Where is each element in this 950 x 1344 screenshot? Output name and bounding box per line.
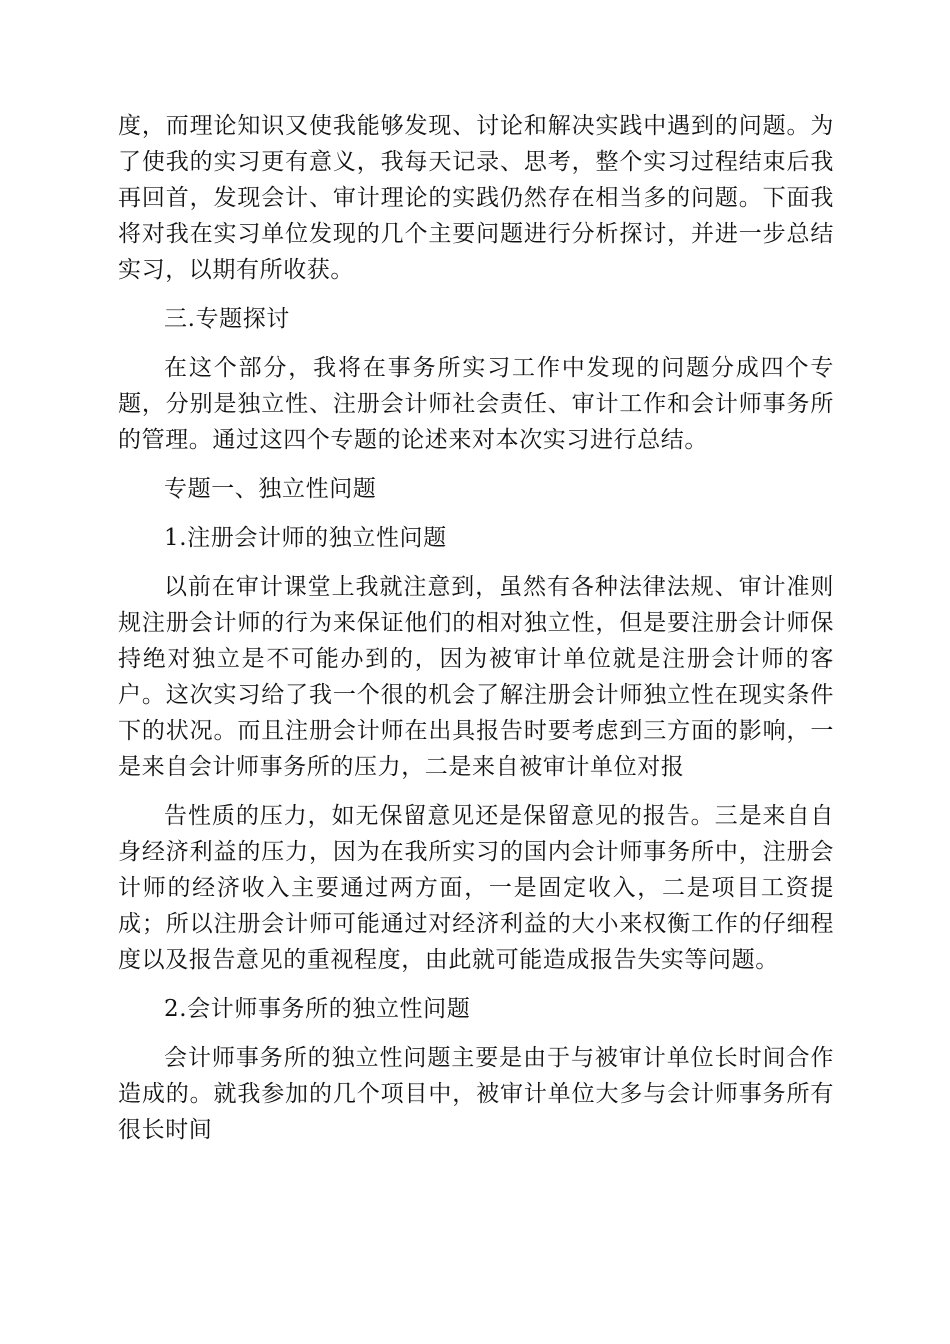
paragraph-cpa-independence: 以前在审计课堂上我就注意到，虽然有各种法律法规、审计准则规注册会计师的行为来保证他们的相对独立性，但是要注册会计师保持绝对独立是不可能办到的，因为被审计单位就是注册会计师的客户。这次实习给了我一个很的机会了解注册会计师独立性在现实条件下的状况。而且注册会计师在出具报告时要考虑到三方面的影响，一是来自会计师事务所的压力，二是来自被审计单位对报	[118, 574, 834, 780]
subheading-firm-independence: 2.会计师事务所的独立性问题	[164, 996, 471, 1022]
paragraph-firm-independence: 会计师事务所的独立性问题主要是由于与被审计单位长时间合作造成的。就我参加的几个项目中，被审计单位大多与会计师事务所有很长时间	[118, 1045, 834, 1143]
paragraph-section-overview: 在这个部分，我将在事务所实习工作中发现的问题分成四个专题，分别是独立性、注册会计师社会责任、审计工作和会计师事务所的管理。通过这四个专题的论述来对本次实习进行总结。	[118, 355, 834, 453]
document-page	[118, 108, 834, 1161]
paragraph-report-pressure: 告性质的压力，如无保留意见还是保留意见的报告。三是来自自身经济利益的压力，因为在我所实习的国内会计师事务所中，注册会计师的经济收入主要通过两方面，一是固定收入，二是项目工资提成；所以注册会计师可能通过对经济利益的大小来权衡工作的仔细程度以及报告意见的重视程度，由此就可能造成报告失实等问题。	[118, 803, 834, 973]
paragraph-intro-continuation: 度，而理论知识又使我能够发现、讨论和解决实践中遇到的问题。为了使我的实习更有意义，我每天记录、思考，整个实习过程结束后我再回首，发现会计、审计理论的实践仍然存在相当多的问题。下面我将对我在实习单位发现的几个主要问题进行分析探讨，并进一步总结实习，以期有所收获。	[118, 113, 834, 283]
topic-heading-independence: 专题一、独立性问题	[164, 476, 377, 502]
subheading-cpa-independence: 1.注册会计师的独立性问题	[164, 525, 447, 551]
section-heading-topic-discussion: 三.专题探讨	[164, 306, 290, 332]
